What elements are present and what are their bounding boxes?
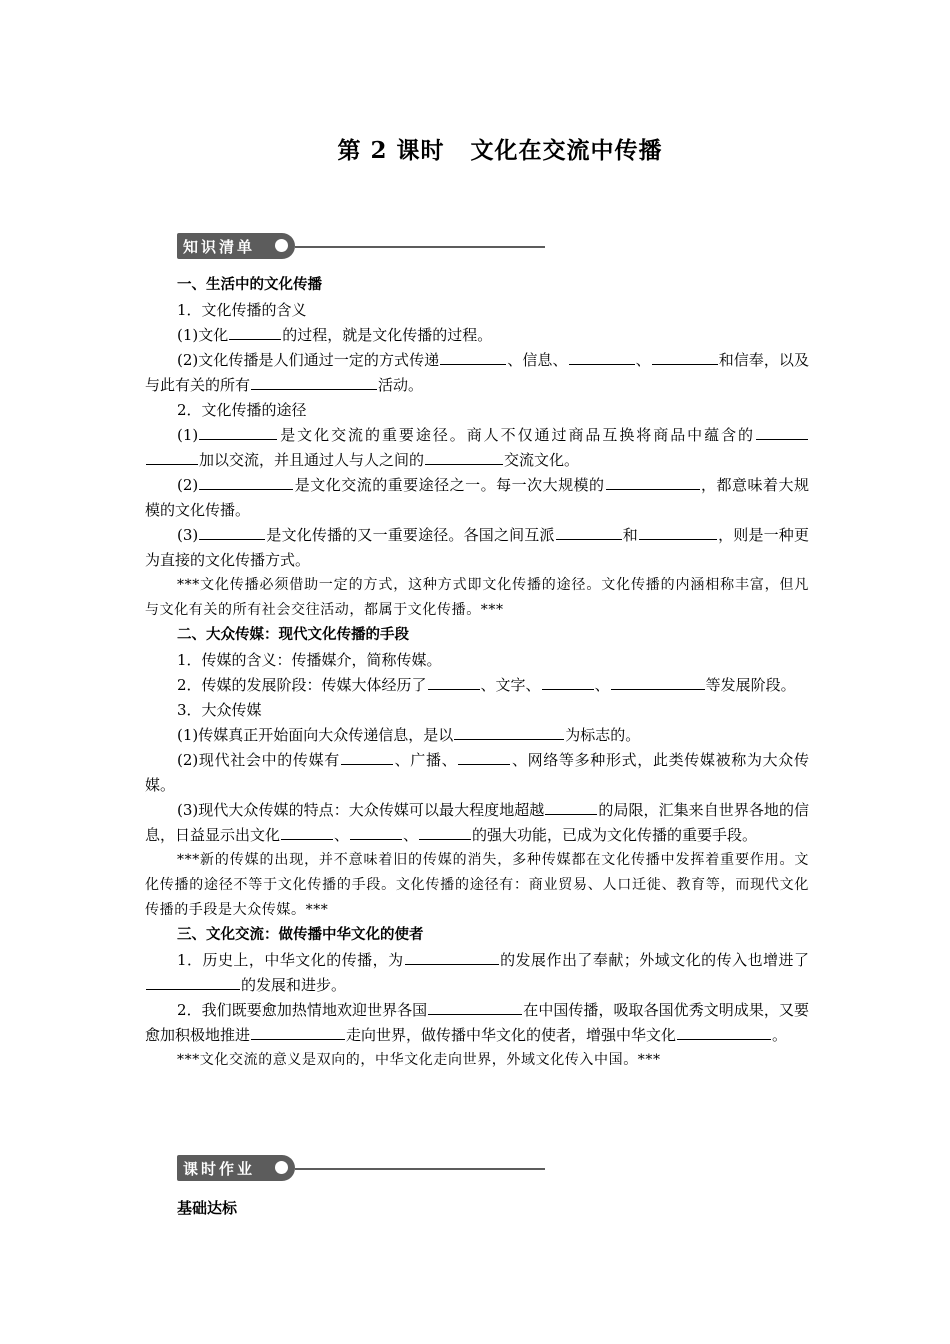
section-heading: 二、大众传媒：现代文化传播的手段 (177, 627, 409, 643)
answer-blank[interactable] (199, 473, 293, 490)
paragraph: 1．传媒的含义：传播媒介，简称传媒。 (177, 651, 442, 669)
banner-rule (295, 1168, 545, 1170)
answer-blank[interactable] (569, 348, 635, 365)
answer-blank[interactable] (146, 448, 198, 465)
lesson-title: 文化在交流中传播 (470, 137, 663, 164)
answer-blank[interactable] (428, 673, 480, 690)
answer-blank[interactable] (440, 348, 506, 365)
answer-blank[interactable] (350, 823, 402, 840)
answer-blank[interactable] (428, 998, 522, 1015)
answer-blank[interactable] (425, 448, 503, 465)
knowledge-banner (177, 233, 547, 259)
paragraph: (2)现代社会中的传媒有 、广播、 、网络等多种形式，此类传媒被称为大众传媒。 (145, 748, 809, 798)
knowledge-content (145, 273, 809, 1073)
paragraph: 1．历史上，中华文化的传播，为 的发展作出了奉献；外域文化的传入也增进了的发展和进步。 (145, 948, 809, 998)
paragraph: (3) 是文化传播的又一重要途径。各国之间互派 和 ，则是一种更为直接的文化传播方式。 (145, 523, 809, 573)
answer-blank[interactable] (251, 373, 377, 390)
answer-blank[interactable] (458, 748, 510, 765)
banner-label: 知识清单 (183, 238, 256, 256)
answer-blank[interactable] (639, 523, 717, 540)
bullet-dot-icon (275, 239, 288, 252)
answer-blank[interactable] (419, 823, 471, 840)
answer-blank[interactable] (756, 423, 808, 440)
answer-blank[interactable] (556, 523, 622, 540)
paragraph: (3)现代大众传媒的特点：大众传媒可以最大程度地超越 的局限，汇集来自世界各地的信息，日益显示出文化 、 、 的强大功能，已成为文化传播的重要手段。 (145, 798, 809, 848)
answer-blank[interactable] (677, 1023, 771, 1040)
answer-blank[interactable] (606, 473, 700, 490)
lesson-number: 第 2 课时 (337, 137, 445, 164)
paragraph: 3．大众传媒 (177, 701, 262, 719)
answer-blank[interactable] (229, 323, 281, 340)
answer-blank[interactable] (281, 823, 333, 840)
answer-blank[interactable] (405, 948, 499, 965)
answer-blank[interactable] (251, 1023, 345, 1040)
paragraph: (2)文化传播是人们通过一定的方式传递 、信息、 、 和信奉，以及与此有关的所有 活动。 (145, 348, 809, 398)
answer-blank[interactable] (652, 348, 718, 365)
paragraph: (1)传媒真正开始面向大众传递信息，是以 为标志的。 (145, 723, 809, 748)
tip-note: ***新的传媒的出现，并不意味着旧的传媒的消失，多种传媒都在文化传播中发挥着重要作用。文化传播的途径不等于文化传播的手段。文化传播的途径有：商业贸易、人口迁徙、教育等，而现代文化传播的手段是大众传媒。*** (145, 852, 809, 918)
paragraph: 2．传媒的发展阶段：传媒大体经历了 、文字、 、 等发展阶段。 (145, 673, 809, 698)
answer-blank[interactable] (545, 798, 597, 815)
paragraph: (1) 是文化交流的重要途径。商人不仅通过商品互换将商品中蕴含的 加以交流，并且通过人与人之间的 交流文化。 (145, 423, 809, 473)
paragraph: 2．文化传播的途径 (177, 401, 307, 419)
section-heading: 一、生活中的文化传播 (177, 277, 322, 293)
bullet-dot-icon (275, 1161, 288, 1174)
answer-blank[interactable] (146, 973, 240, 990)
banner-label: 课时作业 (183, 1160, 256, 1178)
answer-blank[interactable] (341, 748, 393, 765)
page-title (0, 132, 950, 165)
answer-blank[interactable] (199, 523, 265, 540)
basic-practice-heading: 基础达标 (177, 1199, 238, 1217)
banner-rule (295, 246, 545, 248)
paragraph: 1．文化传播的含义 (177, 301, 307, 319)
answer-blank[interactable] (542, 673, 594, 690)
section-heading: 三、文化交流：做传播中华文化的使者 (177, 927, 424, 943)
answer-blank[interactable] (454, 723, 564, 740)
answer-blank[interactable] (199, 423, 277, 440)
paragraph: 2．我们既要愈加热情地欢迎世界各国 在中国传播，吸取各国优秀文明成果，又要愈加积极地推进 走向世界，做传播中华文化的使者，增强中华文化 。 (145, 998, 809, 1048)
paragraph: (1)文化 的过程，就是文化传播的过程。 (145, 323, 809, 348)
answer-blank[interactable] (611, 673, 705, 690)
tip-note: ***文化交流的意义是双向的，中华文化走向世界，外域文化传入中国。*** (177, 1052, 661, 1068)
paragraph: (2) 是文化交流的重要途径之一。每一次大规模的 ，都意味着大规模的文化传播。 (145, 473, 809, 523)
tip-note: ***文化传播必须借助一定的方式，这种方式即文化传播的途径。文化传播的内涵相称丰富，但凡与文化有关的所有社会交往活动，都属于文化传播。*** (145, 577, 809, 618)
homework-banner (177, 1155, 547, 1181)
